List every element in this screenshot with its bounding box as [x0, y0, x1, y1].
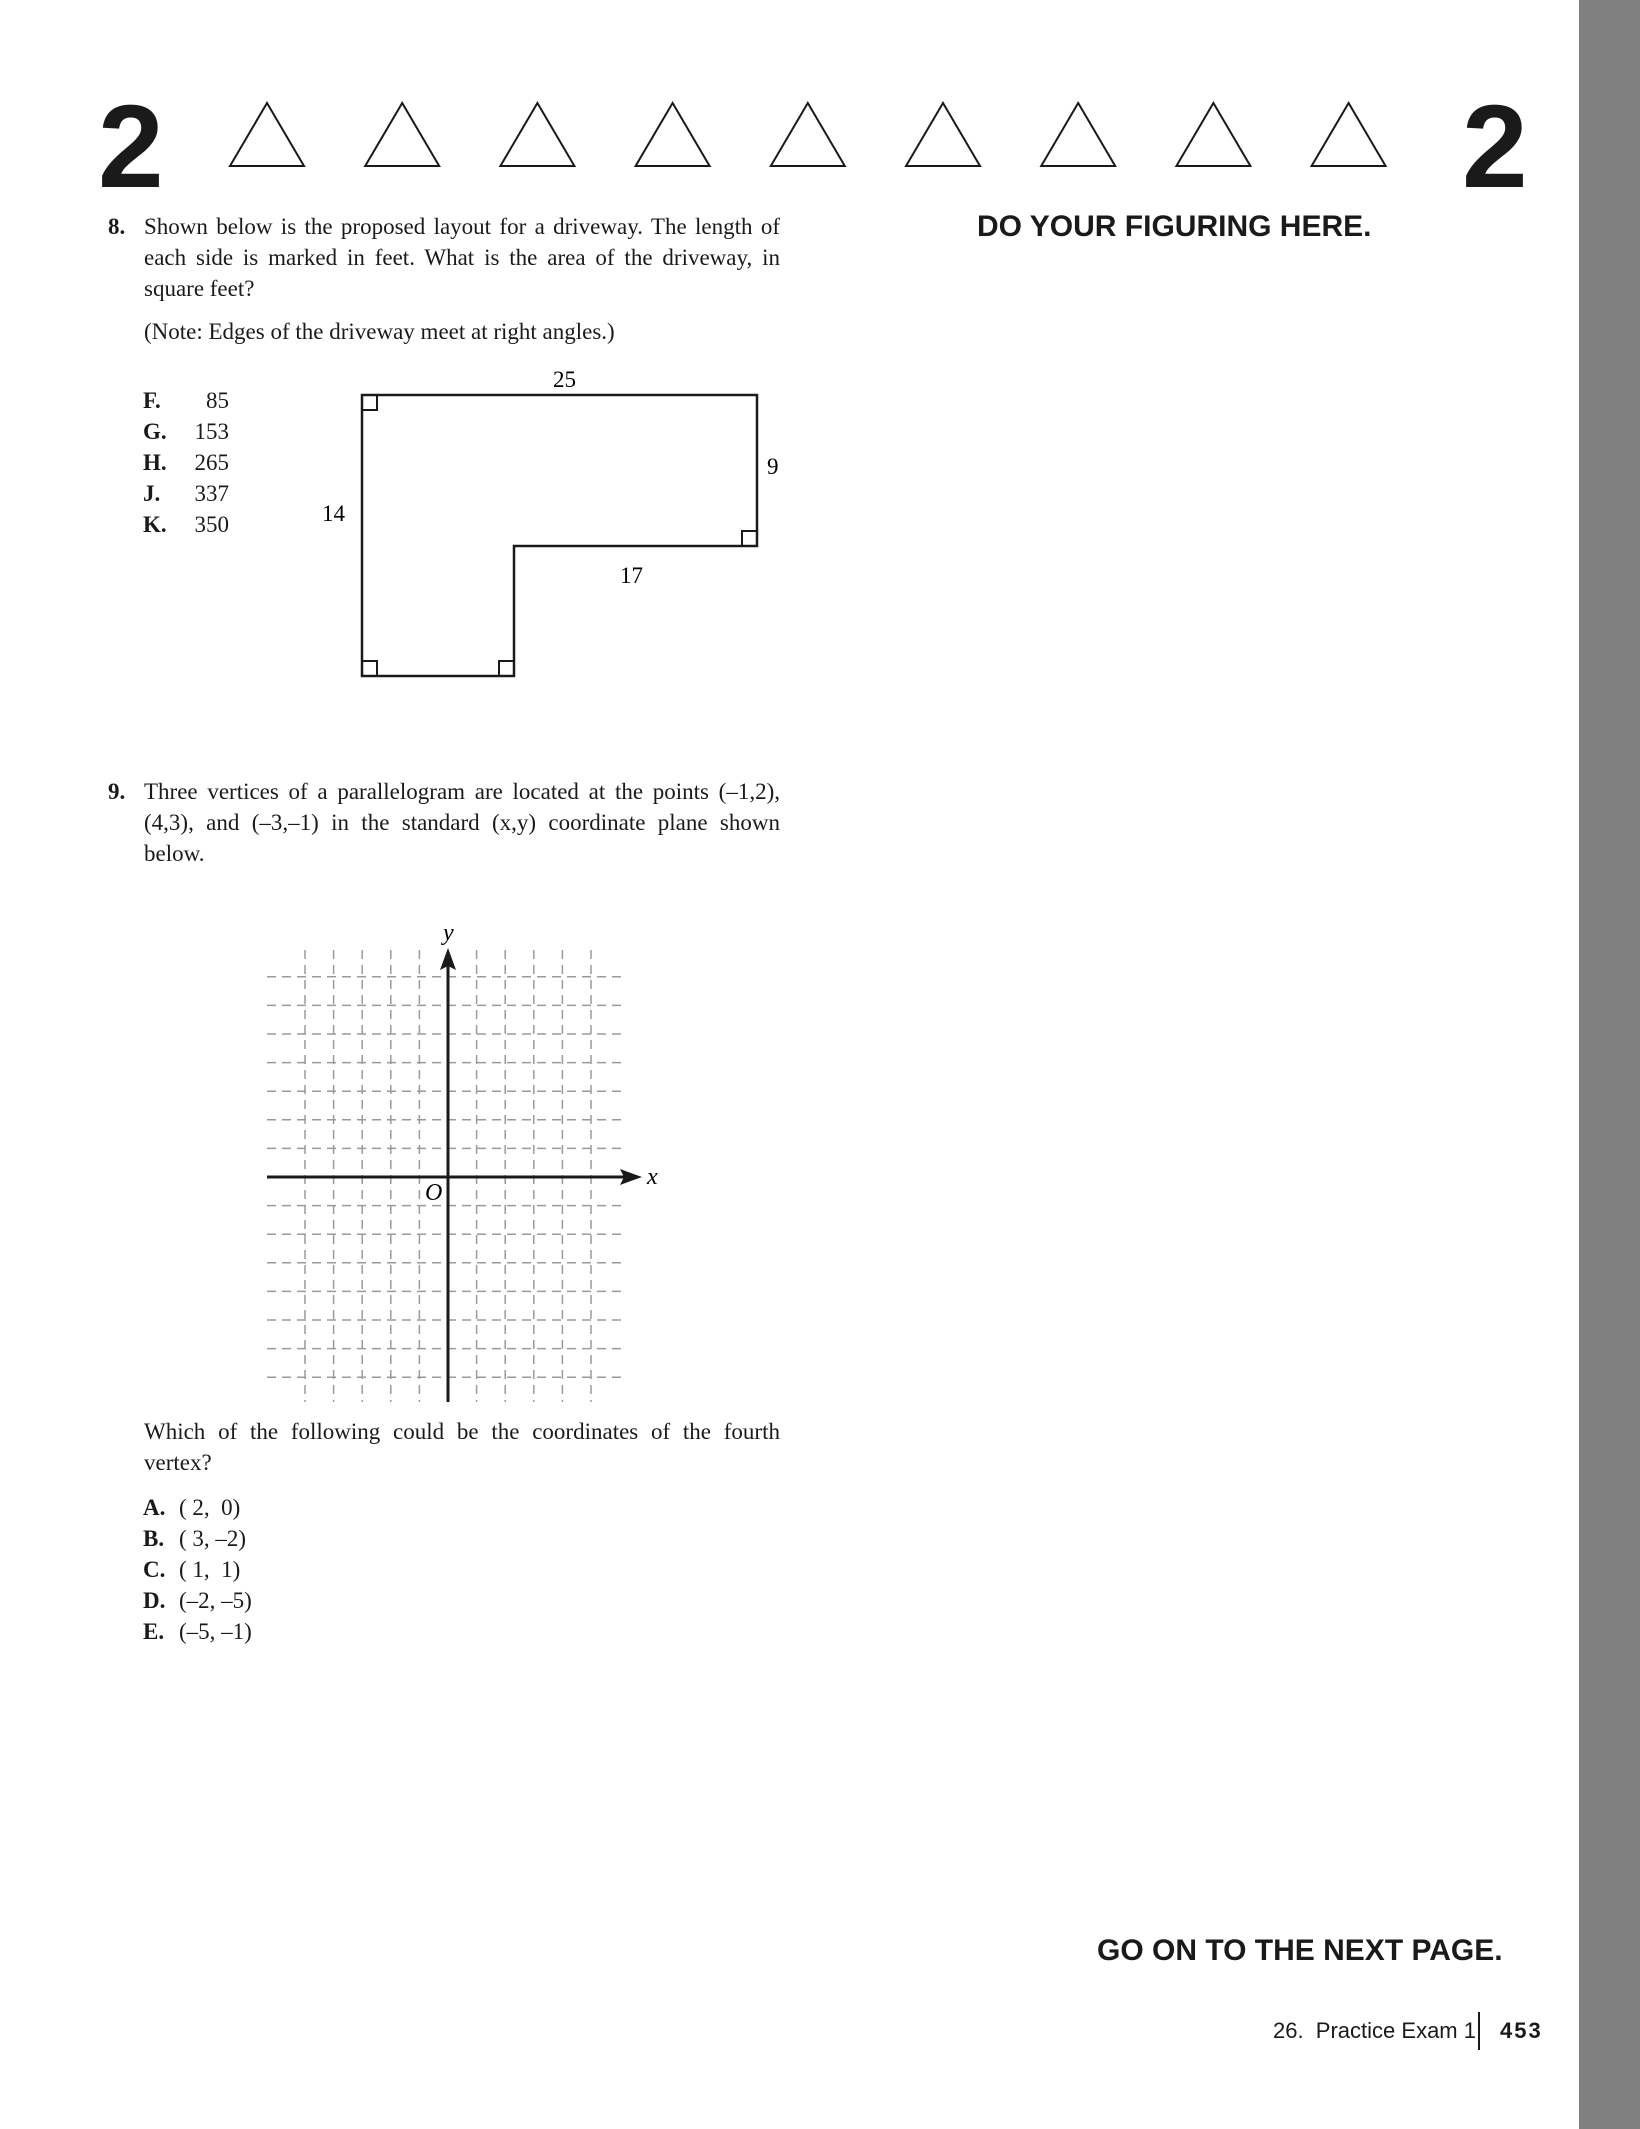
option-letter: C. [143, 1557, 166, 1582]
question-text: Three vertices of a parallelogram are located at the points (–1,2), (4,3), and (–3,–1) in the standard (x,y) coordinate plane shown below. [144, 779, 780, 866]
figuring-label: DO YOUR FIGURING HERE. [977, 210, 1372, 243]
x-axis-label: x [647, 1164, 658, 1190]
question-text: Shown below is the proposed layout for a driveway. The length of each side is marked in feet. What is the area of the driveway, in square feet? [144, 214, 780, 301]
option-letter: B. [143, 1526, 165, 1551]
option-value: ( 1, 1) [179, 1557, 241, 1582]
label-inner: 17 [620, 563, 643, 588]
option-value: 153 [194, 419, 229, 444]
option-letter: A. [143, 1495, 166, 1520]
label-left: 14 [322, 501, 345, 526]
option-letter: K. [143, 512, 167, 537]
question-9-prompt [108, 1416, 780, 1478]
answer-option[interactable] [143, 1585, 252, 1616]
triangle-icon [906, 103, 980, 166]
option-value: 265 [194, 450, 229, 475]
question-note: (Note: Edges of the driveway meet at right angles.) [144, 319, 615, 344]
option-value: ( 3, –2) [179, 1526, 247, 1551]
page-number: 453 [1500, 2018, 1543, 2043]
answer-option[interactable] [143, 1616, 252, 1647]
page-edge-tab [1579, 0, 1640, 2129]
triangle-icon [1041, 103, 1115, 166]
footer-divider [1478, 2012, 1480, 2050]
option-value: (–2, –5) [179, 1588, 252, 1613]
option-value: ( 2, 0) [179, 1495, 241, 1520]
answer-option[interactable] [143, 1492, 240, 1523]
label-right: 9 [767, 454, 779, 479]
label-top: 25 [553, 367, 576, 392]
section-number-right: 2 [1462, 81, 1528, 213]
option-letter: J. [143, 481, 161, 506]
option-letter: F. [143, 388, 161, 413]
coordinate-plane [0, 0, 900, 1420]
next-page-label: GO ON TO THE NEXT PAGE. [1097, 1934, 1503, 1967]
answer-option[interactable] [143, 1554, 240, 1585]
origin-label: O [425, 1180, 443, 1206]
answer-option[interactable] [143, 1523, 246, 1554]
option-value: 85 [206, 388, 229, 413]
question-number: 9. [108, 779, 126, 804]
triangle-icon [1312, 103, 1386, 166]
option-value: (–5, –1) [179, 1619, 252, 1644]
option-value: 337 [194, 481, 229, 506]
triangle-icon [1176, 103, 1250, 166]
y-axis-label: y [443, 920, 454, 946]
option-value: 350 [194, 512, 229, 537]
option-letter: G. [143, 419, 167, 444]
footer-chapter: 26. Practice Exam 1 [1273, 2018, 1476, 2043]
question-number: 8. [108, 214, 126, 239]
option-letter: E. [143, 1619, 165, 1644]
section-number-left: 2 [98, 81, 164, 213]
option-letter: D. [143, 1588, 166, 1613]
option-letter: H. [143, 450, 167, 475]
prompt-text: Which of the following could be the coordinates of the fourth vertex? [144, 1419, 780, 1475]
